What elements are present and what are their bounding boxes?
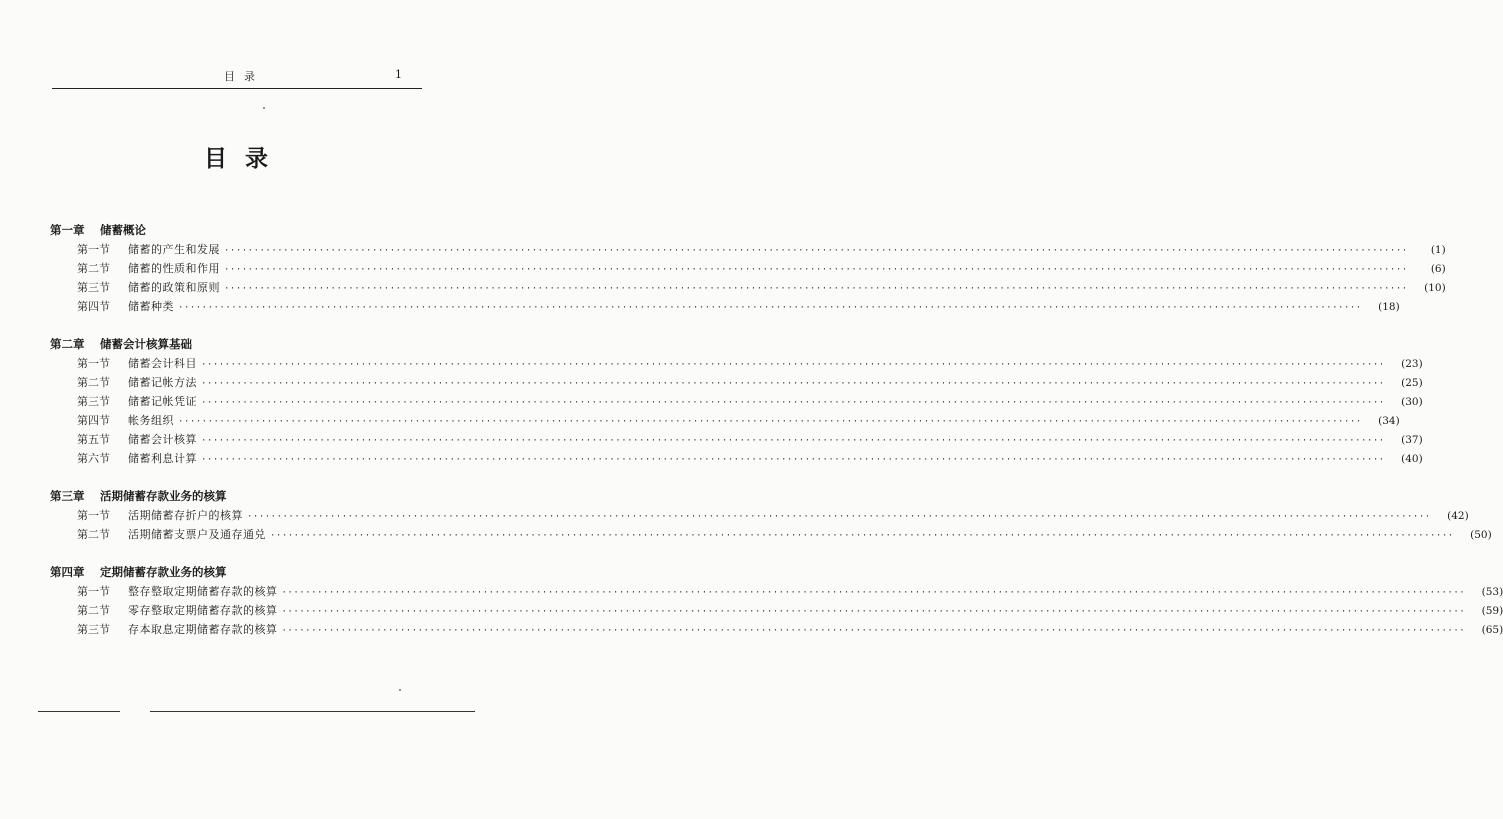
section-number: 第三节 (77, 395, 110, 408)
section-number: 第一节 (77, 243, 110, 256)
page-title: 目录 (204, 145, 286, 172)
section-page: (50) (1470, 529, 1492, 541)
footer-rule-left (38, 711, 120, 712)
section-page: (1) (1430, 244, 1446, 256)
section-number: 第四节 (77, 414, 110, 427)
toc-entry[interactable] (50, 392, 1423, 411)
section-title: 零存整取定期储蓄存款的核算 (128, 604, 278, 617)
toc-entry[interactable] (50, 373, 1423, 392)
toc-entry[interactable] (50, 620, 1503, 639)
section-title: 整存整取定期储蓄存款的核算 (128, 585, 278, 598)
section-number: 第二节 (77, 528, 110, 541)
chapter (50, 562, 1503, 639)
leader-dots: ········································································································································································································ (178, 303, 1362, 313)
section-title: 帐务组织 (128, 414, 174, 427)
leader-dots: ········································································································································································································ (201, 360, 1385, 370)
chapter-heading (50, 562, 395, 582)
toc-entry[interactable] (50, 278, 1446, 297)
section-title: 储蓄利息计算 (128, 452, 197, 465)
chapter-title: 储蓄会计核算基础 (100, 337, 192, 351)
leader-dots: ········································································································································································································ (270, 531, 1454, 541)
chapter-title: 定期储蓄存款业务的核算 (100, 565, 227, 579)
section-number: 第一节 (77, 585, 110, 598)
leader-dots: ········································································································································································································ (201, 436, 1385, 446)
section-page: (65) (1481, 624, 1503, 636)
section-number: 第三节 (77, 623, 110, 636)
section-title: 储蓄记帐凭证 (128, 395, 197, 408)
chapter-number: 第三章 (50, 489, 85, 503)
toc-entry[interactable] (50, 601, 1503, 620)
print-speck (263, 107, 265, 109)
toc-entry[interactable] (50, 354, 1423, 373)
section-number: 第一节 (77, 509, 110, 522)
leader-dots: ········································································································································································································ (224, 246, 1408, 256)
toc-entry[interactable] (50, 582, 1503, 601)
chapter-heading (50, 220, 395, 240)
footer-rule-right (150, 711, 475, 712)
section-title: 储蓄的性质和作用 (128, 262, 220, 275)
print-speck (399, 689, 401, 691)
section-page: (37) (1401, 434, 1423, 446)
toc-entry[interactable] (50, 240, 1446, 259)
chapter (50, 486, 1492, 544)
section-title: 储蓄记帐方法 (128, 376, 197, 389)
chapter-number: 第四章 (50, 565, 85, 579)
toc-entry[interactable] (50, 525, 1492, 544)
leader-dots: ········································································································································································································ (224, 265, 1408, 275)
chapter-title: 储蓄概论 (100, 223, 146, 237)
section-number: 第六节 (77, 452, 110, 465)
section-page: (18) (1378, 301, 1400, 313)
chapter-number: 第二章 (50, 337, 85, 351)
section-page: (25) (1401, 377, 1423, 389)
section-title: 活期储蓄支票户及通存通兑 (128, 528, 266, 541)
section-page: (23) (1401, 358, 1423, 370)
toc-entry[interactable] (50, 259, 1446, 278)
leader-dots: ········································································································································································································ (201, 379, 1385, 389)
section-page: (10) (1424, 282, 1446, 294)
header-rule (52, 88, 422, 89)
section-page: (42) (1447, 510, 1469, 522)
section-number: 第二节 (77, 262, 110, 275)
section-title: 储蓄会计核算 (128, 433, 197, 446)
running-title: 目录 (224, 70, 264, 83)
leader-dots: ········································································································································································································ (201, 398, 1385, 408)
toc-entry[interactable] (50, 297, 1400, 316)
section-title: 存本取息定期储蓄存款的核算 (128, 623, 278, 636)
table-of-contents (50, 220, 1503, 639)
page-number: 1 (395, 68, 402, 81)
section-title: 储蓄的产生和发展 (128, 243, 220, 256)
leader-dots: ········································································································································································································ (281, 626, 1466, 636)
chapter-number: 第一章 (50, 223, 85, 237)
chapter-title: 活期储蓄存款业务的核算 (100, 489, 227, 503)
leader-dots: ········································································································································································································ (281, 588, 1466, 598)
section-title: 储蓄种类 (128, 300, 174, 313)
section-title: 储蓄会计科目 (128, 357, 197, 370)
chapter-heading (50, 334, 395, 354)
section-title: 储蓄的政策和原则 (128, 281, 220, 294)
section-number: 第二节 (77, 604, 110, 617)
section-title: 活期储蓄存折户的核算 (128, 509, 243, 522)
section-number: 第四节 (77, 300, 110, 313)
section-number: 第一节 (77, 357, 110, 370)
chapter-heading (50, 486, 395, 506)
section-page: (53) (1481, 586, 1503, 598)
leader-dots: ········································································································································································································ (224, 284, 1408, 294)
leader-dots: ········································································································································································································ (281, 607, 1466, 617)
running-header (52, 66, 422, 86)
toc-entry[interactable] (50, 411, 1400, 430)
chapter (50, 220, 1446, 316)
section-number: 第二节 (77, 376, 110, 389)
section-number: 第三节 (77, 281, 110, 294)
section-page: (6) (1430, 263, 1446, 275)
leader-dots: ········································································································································································································ (247, 512, 1431, 522)
toc-entry[interactable] (50, 506, 1469, 525)
leader-dots: ········································································································································································································ (201, 455, 1385, 465)
toc-entry[interactable] (50, 449, 1423, 468)
section-page: (40) (1401, 453, 1423, 465)
section-number: 第五节 (77, 433, 110, 446)
section-page: (30) (1401, 396, 1423, 408)
leader-dots: ········································································································································································································ (178, 417, 1362, 427)
section-page: (34) (1378, 415, 1400, 427)
chapter (50, 334, 1423, 468)
toc-entry[interactable] (50, 430, 1423, 449)
section-page: (59) (1481, 605, 1503, 617)
